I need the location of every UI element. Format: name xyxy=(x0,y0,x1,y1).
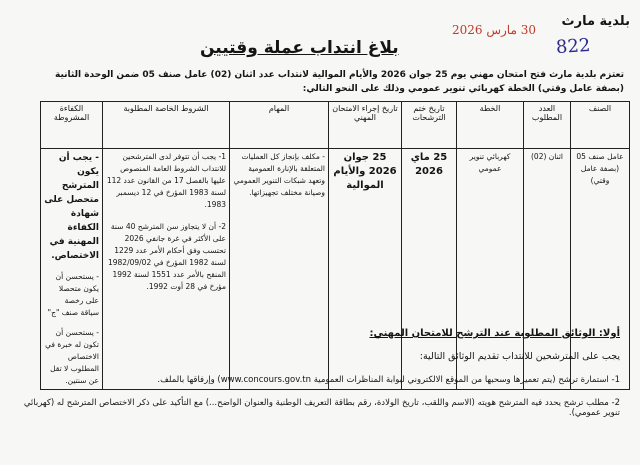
header-plan: الخطة xyxy=(457,102,524,149)
condition-1: 1- يجب أن تتوفر لدى المترشحين للانتداب الشروط العامة المنصوص عليها بالفصل 17 من القانون عدد 112 لسنة 1983 المؤرخ في 12 ديسمبر 1983. xyxy=(106,152,226,209)
condition-2: 2- أن لا يتجاوز سن المترشح 40 سنة على الأكثر في غرة جانفي 2026 تحتسب وفق أحكام الأمر عدد 1229 لسنة 1982 المؤرخ في 1982/09/02 المنقح بالأمر عدد 1551 لسنة 1992 مؤرخ في 28 أوت 1992. xyxy=(107,222,226,291)
competence-2: - يستحسن أن يكون متحصلا على رخصة سياقة صنف "ج" xyxy=(47,272,99,317)
cell-count: اثنان (02) xyxy=(524,149,571,390)
document-item: 1- استمارة ترشح (يتم تعميرها وسحبها من الموقع الالكتروني لبوابة المناظرات العمومية www.concours.gov.tn) وإرفاقها بالملف. xyxy=(157,375,620,385)
documents-heading: أولا: الوثائق المطلوبة عند الترشح للامتحان المهني: xyxy=(369,328,620,339)
cell-closing-date: 25 ماي 2026 xyxy=(402,149,457,390)
documents-subheading: يجب على المترشحين للانتداب تقديم الوثائق التالية: xyxy=(419,351,620,362)
cell-tasks: - مكلف بإنجاز كل العمليات المتعلقة بالإنارة العمومية وتعهد شبكات التنوير العمومي وصيانة مختلف تجهيزاتها. xyxy=(230,149,329,390)
cell-plan: كهربائي تنوير عمومي xyxy=(457,149,524,390)
header-exam-date: تاريخ إجراء الامتحان المهني xyxy=(329,102,402,149)
competence-3: - يستحسن أن تكون له خبرة في الاختصاص المطلوب لا تقل عن سنتين. xyxy=(45,328,99,385)
header-grade: الصنف xyxy=(571,102,630,149)
header-competence: الكفاءة المشروطة xyxy=(41,102,103,149)
competence-1: - يجب أن يكون المترشح متحصل على شهادة الكفاءة المهنية في الاختصاص. xyxy=(44,153,99,261)
header-count: العدد المطلوب xyxy=(524,102,571,149)
municipality-name: بلدية مارث xyxy=(561,14,630,29)
announcement-title: بلاغ انتداب عملة وقتيين xyxy=(200,38,399,58)
cell-exam-date: 25 جوان 2026 والأيام الموالية xyxy=(329,149,402,390)
registration-number-stamp: 822 xyxy=(554,34,591,59)
cell-conditions xyxy=(103,149,230,390)
document-item: 2- مطلب ترشح يحدد فيه المترشح هويته (الاسم واللقب، تاريخ الولادة، رقم بطاقة التعريف الوطنية والعنوان الواضح...) مع التأكيد على ذكر الاختصاص المترشح له (كهربائي تنوير عمومي). xyxy=(23,398,620,418)
header-closing-date: تاريخ ختم الترشحات xyxy=(402,102,457,149)
cell-competence xyxy=(41,149,103,390)
date-stamp: 30 مارس 2026 xyxy=(452,23,536,37)
recruitment-table xyxy=(40,101,630,390)
cell-grade: عامل صنف 05 (بصفة عامل وقتي) xyxy=(571,149,630,390)
header-tasks: المهام xyxy=(230,102,329,149)
intro-paragraph: تعتزم بلدية مارث فتح امتحان مهني يوم 25 جوان 2026 والأيام الموالية لانتداب عدد اثنان (02) عامل صنف 05 ضمن الوحدة الثانية (بصفة عامل وقتي) الخطة كهربائي تنوير عمومي وذلك على النحو التالي: xyxy=(55,70,624,94)
table-header-row xyxy=(41,102,630,149)
header-conditions: الشروط الخاصة المطلوبة xyxy=(103,102,230,149)
